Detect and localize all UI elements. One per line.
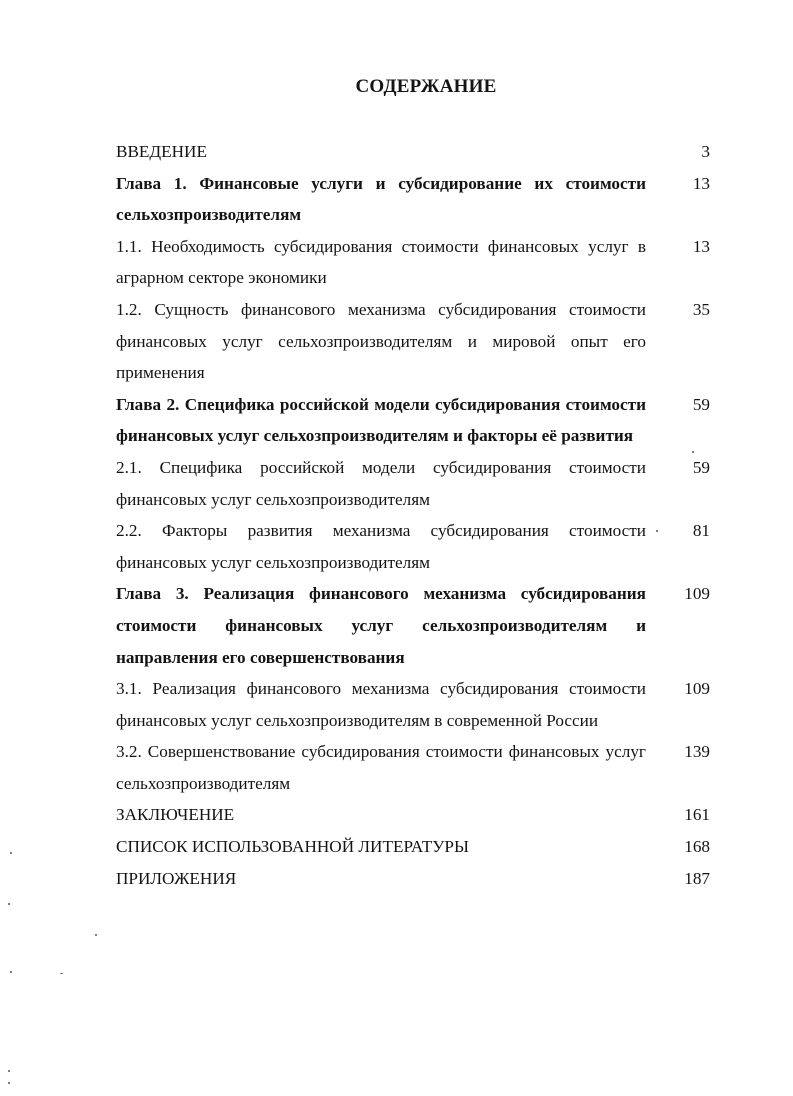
- toc-entry-title: ВВЕДЕНИЕ: [116, 142, 207, 161]
- scan-speck: [60, 973, 63, 974]
- toc-entry: [116, 231, 716, 294]
- toc-entry: [116, 799, 716, 831]
- toc-entry-page: 59: [692, 457, 710, 477]
- toc-entry: [116, 863, 716, 895]
- toc-entry-page: 139: [684, 742, 710, 762]
- toc-entry-page: 161: [684, 805, 710, 825]
- toc-entry-title: 2.1. Специфика российской модели субсидирования стоимости финансовых услуг сельхозпроизводителям: [116, 457, 646, 509]
- toc-entry: [116, 452, 716, 515]
- page-title: СОДЕРЖАНИЕ: [355, 76, 497, 97]
- scan-speck: [8, 1070, 10, 1072]
- toc-entry-title: 3.2. Совершенствование субсидирования стоимости финансовых услуг сельхозпроизводителям: [116, 742, 646, 793]
- toc-entry-page: 109: [684, 679, 710, 699]
- toc-entry-title: 2.2. Факторы развития механизма субсидирования стоимости финансовых услуг сельхозпроизводителям: [116, 521, 646, 572]
- toc-entry-title: ЗАКЛЮЧЕНИЕ: [116, 805, 235, 825]
- toc-entry: [116, 673, 716, 736]
- toc-entry-page: 35: [692, 299, 710, 319]
- toc-entry-title: Глава 3. Реализация финансового механизма субсидирования стоимости финансовых услуг сельхозпроизводителям и направления его совершенствования: [116, 584, 646, 667]
- toc-entry-page: 13: [692, 173, 710, 193]
- scan-speck: [8, 903, 10, 905]
- toc-entry-title: Глава 1. Финансовые услуги и субсидирование их стоимости сельхозпроизводителям: [116, 173, 646, 225]
- scan-speck: [656, 530, 658, 532]
- toc-entry-title: 1.2. Сущность финансового механизма субсидирования стоимости финансовых услуг сельхозпроизводителям и мировой опыт его применения: [116, 299, 646, 383]
- scan-speck: [10, 971, 12, 973]
- toc-entry: [116, 389, 716, 452]
- toc-entry: [116, 831, 716, 863]
- toc-entry-page: 187: [684, 868, 710, 888]
- scan-speck: [692, 451, 694, 453]
- toc-entry: [116, 136, 716, 168]
- toc-entry-title: 3.1. Реализация финансового механизма субсидирования стоимости финансовых услуг сельхозпроизводителям в современной России: [116, 679, 646, 730]
- scan-speck: [10, 852, 12, 854]
- toc-entry-page: 168: [684, 837, 710, 857]
- toc-entry-title: ПРИЛОЖЕНИЯ: [116, 868, 237, 888]
- table-of-contents: [116, 136, 716, 894]
- toc-entry-title: 1.1. Необходимость субсидирования стоимости финансовых услуг в аграрном секторе экономики: [116, 236, 646, 288]
- toc-entry-page: 109: [684, 584, 710, 604]
- toc-entry-page: 81: [692, 521, 710, 541]
- toc-entry-page: 59: [692, 394, 710, 414]
- toc-entry: [116, 294, 716, 389]
- toc-entry-page: 13: [692, 236, 710, 256]
- scan-speck: [95, 934, 97, 936]
- toc-entry: [116, 578, 716, 673]
- scan-speck: [8, 1082, 10, 1084]
- toc-entry-title: СПИСОК ИСПОЛЬЗОВАННОЙ ЛИТЕРАТУРЫ: [116, 837, 469, 857]
- toc-entry: [116, 515, 716, 578]
- toc-entry: [116, 736, 716, 799]
- toc-entry-page: 3: [701, 142, 710, 161]
- toc-entry: [116, 168, 716, 231]
- toc-entry-title: Глава 2. Специфика российской модели субсидирования стоимости финансовых услуг сельхозпроизводителям и факторы её развития: [116, 394, 646, 446]
